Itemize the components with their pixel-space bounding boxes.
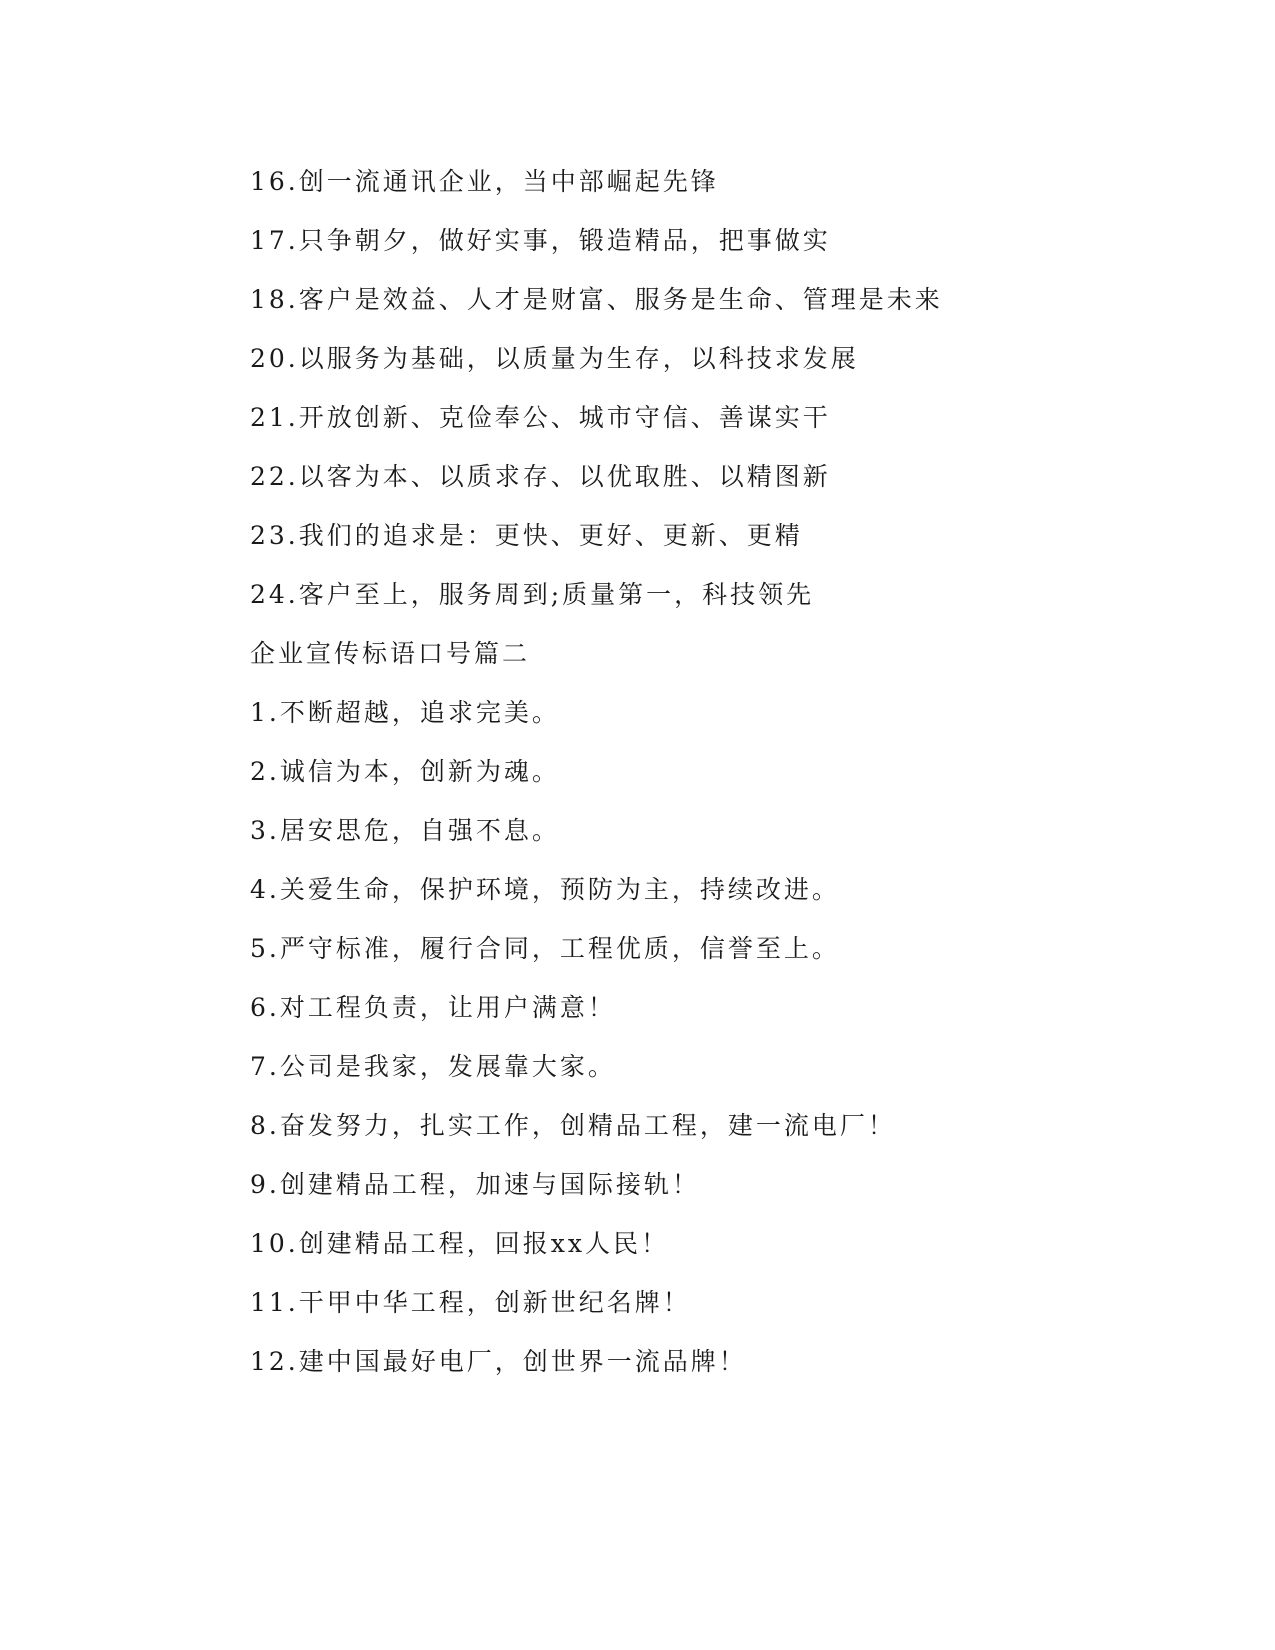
slogan-line: 21.开放创新、克俭奉公、城市守信、善谋实干 xyxy=(250,403,831,432)
document-body xyxy=(250,160,1050,1399)
slogan-line: 24.客户至上，服务周到;质量第一，科技领先 xyxy=(250,580,815,609)
slogan-line: 8.奋发努力，扎实工作，创精品工程，建一流电厂！ xyxy=(250,1111,896,1140)
slogan-line: 2.诚信为本，创新为魂。 xyxy=(250,757,560,786)
slogan-line: 16.创一流通讯企业，当中部崛起先锋 xyxy=(250,167,719,196)
slogan-line: 12.建中国最好电厂，创世界一流品牌！ xyxy=(250,1347,747,1376)
slogan-line: 17.只争朝夕，做好实事，锻造精品，把事做实 xyxy=(250,226,831,255)
slogan-line: 9.创建精品工程，加速与国际接轨！ xyxy=(250,1170,700,1199)
slogan-line: 10.创建精品工程，回报xx人民！ xyxy=(250,1229,669,1258)
slogan-line: 3.居安思危，自强不息。 xyxy=(250,816,560,845)
slogan-line: 20.以服务为基础，以质量为生存，以科技求发展 xyxy=(250,344,859,373)
slogan-line: 5.严守标准，履行合同，工程优质，信誉至上。 xyxy=(250,934,840,963)
slogan-line: 6.对工程负责，让用户满意！ xyxy=(250,993,616,1022)
slogan-line: 23.我们的追求是：更快、更好、更新、更精 xyxy=(250,521,803,550)
slogan-line: 22.以客为本、以质求存、以优取胜、以精图新 xyxy=(250,462,831,491)
section-heading: 企业宣传标语口号篇二 xyxy=(250,639,531,668)
slogan-line: 4.关爱生命，保护环境，预防为主，持续改进。 xyxy=(250,875,840,904)
slogan-line: 18.客户是效益、人才是财富、服务是生命、管理是未来 xyxy=(250,285,943,314)
slogan-line: 1.不断超越，追求完美。 xyxy=(250,698,560,727)
slogan-line: 7.公司是我家，发展靠大家。 xyxy=(250,1052,616,1081)
slogan-line: 11.干甲中华工程，创新世纪名牌！ xyxy=(250,1288,691,1317)
